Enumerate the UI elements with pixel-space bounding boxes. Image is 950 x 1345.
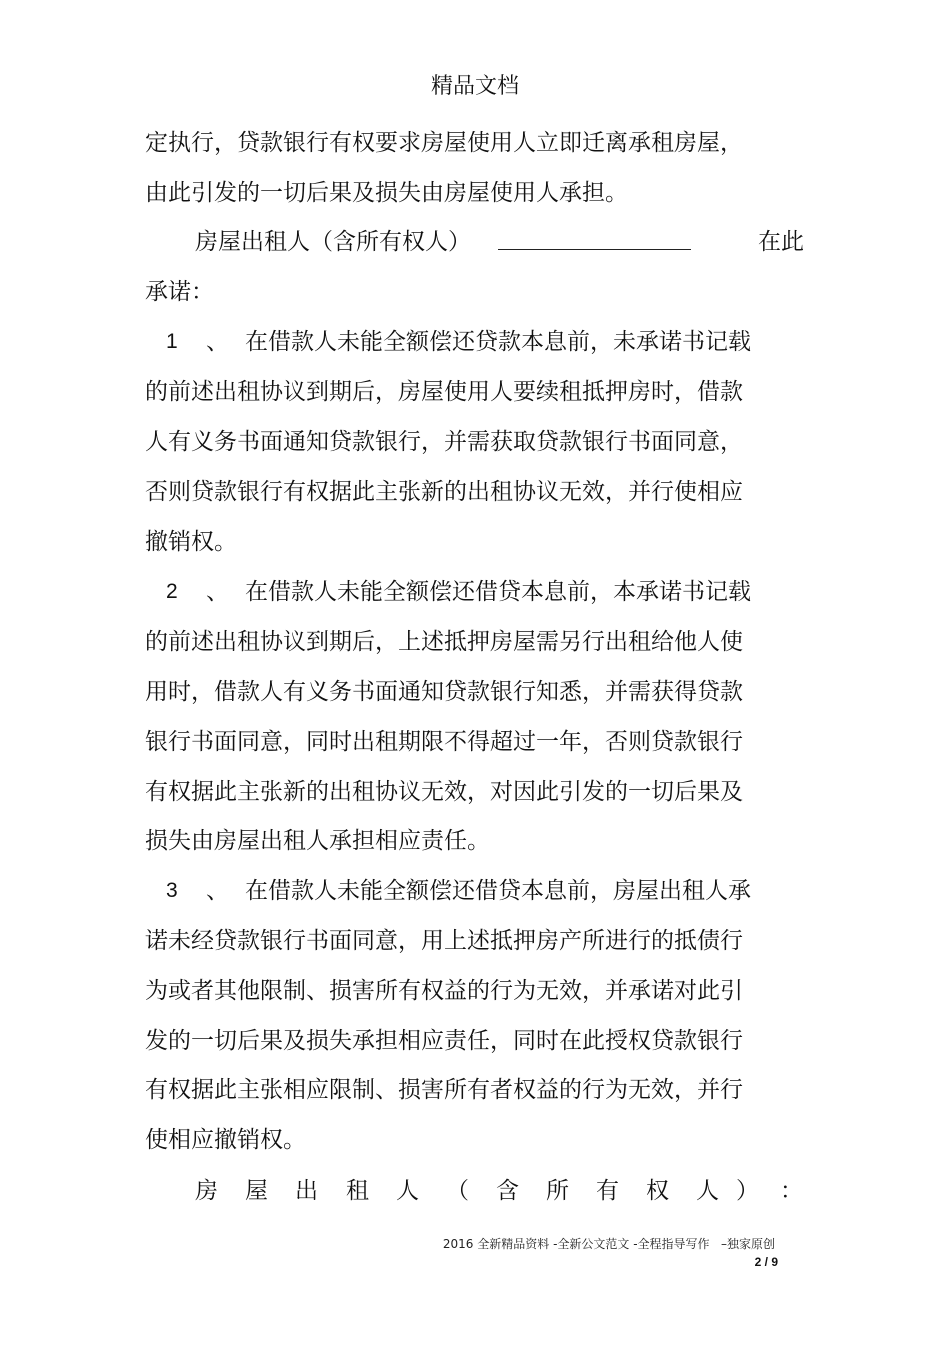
body-line: 人有义务书面通知贷款银行，并需获取贷款银行书面同意，	[145, 429, 743, 455]
item-separator: 、	[206, 329, 229, 355]
page-header-title: 精品文档	[430, 74, 519, 99]
signature-char: ：	[780, 1178, 803, 1204]
signature-char: 含	[496, 1178, 519, 1204]
signature-char: 人	[696, 1178, 719, 1204]
body-line: 用时，借款人有义务书面通知贷款银行知悉，并需获得贷款	[145, 679, 743, 705]
signature-char: 屋	[245, 1178, 268, 1204]
body-line: 否则贷款银行有权据此主张新的出租协议无效，并行使相应	[145, 479, 743, 505]
signature-char: （	[446, 1178, 469, 1204]
item-number: 3	[166, 879, 178, 902]
body-line: 为或者其他限制、损害所有权益的行为无效，并承诺对此引	[145, 978, 743, 1004]
item-separator: 、	[206, 579, 229, 605]
body-line: 撤销权。	[145, 529, 237, 555]
body-line: 的前述出租协议到期后，上述抵押房屋需另行出租给他人使	[145, 629, 743, 655]
signature-char: 权	[646, 1178, 669, 1204]
item-first-line: 在借款人未能全额偿还借贷本息前，房屋出租人承	[245, 878, 751, 904]
item-number: 2	[166, 580, 178, 603]
body-line: 损失由房屋出租人承担相应责任。	[145, 828, 490, 854]
body-line: 定执行，贷款银行有权要求房屋使用人立即迁离承租房屋，	[145, 130, 743, 156]
signature-char: 房	[195, 1178, 218, 1204]
body-line: 承诺：	[145, 279, 214, 305]
item-number: 1	[166, 330, 178, 353]
body-line: 诺未经贷款银行书面同意，用上述抵押房产所进行的抵债行	[145, 928, 743, 954]
body-line: 有权据此主张新的出租协议无效，对因此引发的一切后果及	[145, 779, 743, 805]
signature-blank-underline	[498, 249, 691, 250]
body-line: 的前述出租协议到期后，房屋使用人要续租抵押房时，借款	[145, 379, 743, 405]
item-first-line: 在借款人未能全额偿还借贷本息前，本承诺书记载	[245, 579, 751, 605]
lessor-label: 房屋出租人（含所有权人）	[195, 229, 471, 255]
body-line: 有权据此主张相应限制、损害所有者权益的行为无效，并行	[145, 1077, 743, 1103]
signature-char: 人	[396, 1178, 419, 1204]
item-separator: 、	[206, 878, 229, 904]
item-first-line: 在借款人未能全额偿还贷款本息前，未承诺书记载	[245, 329, 751, 355]
lessor-tail: 在此	[758, 229, 804, 255]
signature-char: 租	[346, 1178, 369, 1204]
signature-char: 所	[546, 1178, 569, 1204]
page-number: 2 / 9	[754, 1255, 778, 1269]
body-line: 银行书面同意，同时出租期限不得超过一年，否则贷款银行	[145, 729, 743, 755]
body-line: 发的一切后果及损失承担相应责任，同时在此授权贷款银行	[145, 1028, 743, 1054]
body-line: 由此引发的一切后果及损失由房屋使用人承担。	[145, 180, 628, 206]
signature-char: 出	[295, 1178, 318, 1204]
signature-char: 有	[596, 1178, 619, 1204]
signature-char: ）	[736, 1178, 759, 1204]
footer-text: 2016 全新精品资料 -全新公文范文 -全程指导写作 –独家原创	[442, 1237, 775, 1251]
body-line: 使相应撤销权。	[145, 1127, 306, 1153]
